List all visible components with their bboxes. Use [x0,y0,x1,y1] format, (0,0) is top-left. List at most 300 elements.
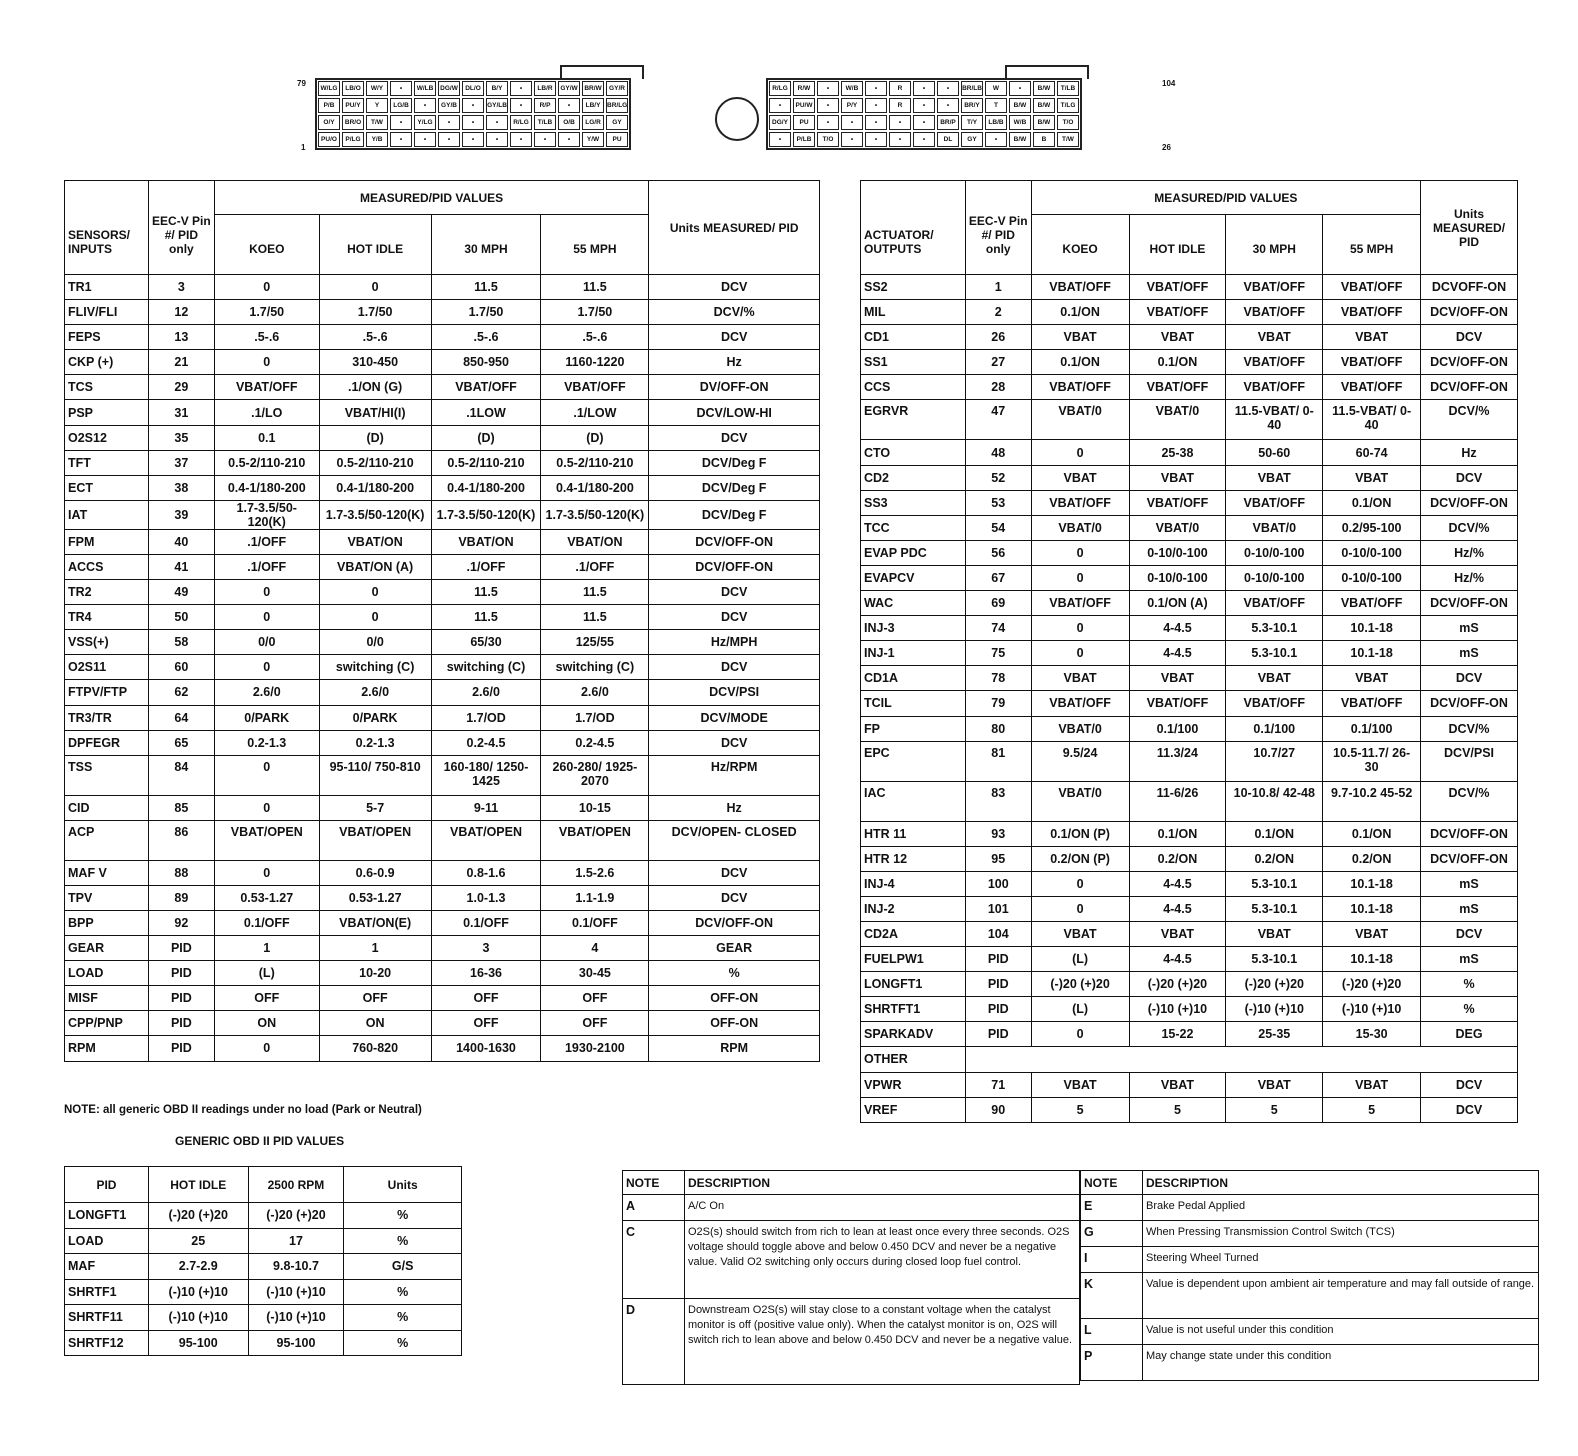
cell-name: CKP (+) [65,350,149,375]
table-row [65,1228,462,1254]
cell-30-mph: (-)10 (+)10 [1226,997,1323,1022]
cell-koeo: 0 [214,860,319,885]
cell-hot-idle: 25-38 [1129,440,1226,465]
cell-hot-idle: 0.1/ON (A) [1129,591,1226,616]
table-row [65,300,820,325]
cell-hot-idle: .5-.6 [319,325,431,350]
cell-30-mph: 1.0-1.3 [431,885,541,910]
cell-hot-idle: 0.6-0.9 [319,860,431,885]
table-row [861,565,1518,590]
table-row [65,1203,462,1229]
notes-header-description: DESCRIPTION [1143,1171,1539,1195]
pin-row [768,114,1080,131]
connector-pin: R/LG [510,115,532,130]
cell-30-mph: 5 [1226,1097,1323,1122]
generic-cell: 17 [248,1228,344,1254]
cell-units: DCV/OFF-ON [1421,846,1518,871]
cell-koeo: 0.5-2/110-210 [214,450,319,475]
cell-hot-idle: 310-450 [319,350,431,375]
cell-koeo: VBAT/OFF [1031,490,1129,515]
cell-name: ECT [65,475,149,500]
connector-center-circle [715,97,759,141]
cell-pin: 104 [965,921,1031,946]
cell-name: FPM [65,529,149,554]
cell-hot-idle: VBAT [1129,921,1226,946]
cell-hot-idle: VBAT/OFF [1129,300,1226,325]
cell-name: FEPS [65,325,149,350]
note-row [623,1195,1080,1221]
cell-30-mph: .1LOW [431,400,541,425]
cell-55-mph: (-)10 (+)10 [1323,997,1421,1022]
notes-table-left [622,1170,1080,1385]
table-row [861,666,1518,691]
connector-pin: LB/B [985,115,1007,130]
cell-pin: 80 [965,716,1031,741]
cell-hot-idle: VBAT/ON [319,529,431,554]
note-description: When Pressing Transmission Control Switch (TCS) [1143,1221,1539,1247]
connector-pin: P/LG [342,132,364,147]
cell-koeo: 0.1 [214,425,319,450]
table-row [65,655,820,680]
cell-30-mph: 25-35 [1226,1022,1323,1047]
cell-pin: 62 [148,680,214,705]
cell-units: DCV [1421,465,1518,490]
cell-units: DCV/OFF-ON [649,529,820,554]
cell-30-mph: VBAT/OFF [1226,350,1323,375]
pin-row [317,131,629,148]
cell-units: DCV/PSI [1421,741,1518,781]
cell-name: RPM [65,1036,149,1061]
cell-30-mph: 1.7-3.5/50-120(K) [431,500,541,529]
cell-name: SHRTFT1 [861,997,966,1022]
connector-pin: • [558,132,580,147]
cell-hot-idle: 11.3/24 [1129,741,1226,781]
cell-pin: 56 [965,540,1031,565]
cell-koeo: 0 [214,755,319,795]
cell-name: FUELPW1 [861,947,966,972]
cell-name: SS1 [861,350,966,375]
cell-units: DCV [649,730,820,755]
cell-units: DEG [1421,1022,1518,1047]
connector-pin: • [865,132,887,147]
connector-pin: • [1009,81,1031,96]
cell-30-mph: VBAT [1226,666,1323,691]
connector-pin: • [817,98,839,113]
cell-units: DCV [1421,325,1518,350]
connector-pin: PU/O [318,132,340,147]
cell-30-mph: 0-10/0-100 [1226,565,1323,590]
cell-koeo: 0 [214,1036,319,1061]
note-row [1081,1221,1539,1247]
cell-units: GEAR [649,936,820,961]
cell-units: mS [1421,871,1518,896]
cell-name: MAF V [65,860,149,885]
connector-pin: T/O [817,132,839,147]
table-row [65,605,820,630]
cell-koeo: 0.1/ON [1031,300,1129,325]
cell-55-mph: (D) [541,425,649,450]
cell-55-mph: OFF [541,1011,649,1036]
connector-pin: W/B [841,81,863,96]
connector-pin: • [462,98,484,113]
cell-name: ACP [65,820,149,860]
table-row [65,554,820,579]
connector-pin: • [510,98,532,113]
connector-pin: LB/O [342,81,364,96]
cell-name: EGRVR [861,400,966,440]
connector-pin: DG/Y [769,115,791,130]
connector-pin: W/Y [366,81,388,96]
cell-koeo: (L) [1031,947,1129,972]
table-row [65,350,820,375]
note-row [1081,1195,1539,1221]
pin-row [768,131,1080,148]
pin-row [317,80,629,97]
connector-pin: R [889,98,911,113]
other-label: OTHER [861,1047,966,1072]
cell-hot-idle: 2.6/0 [319,680,431,705]
cell-name: TCC [861,515,966,540]
cell-pin: 21 [148,350,214,375]
cell-30-mph: 5.3-10.1 [1226,871,1323,896]
cell-units: OFF-ON [649,1011,820,1036]
table-row [861,781,1518,821]
cell-pin: 29 [148,375,214,400]
cell-koeo: 0 [214,580,319,605]
note-row [623,1221,1080,1299]
cell-hot-idle: (-)10 (+)10 [1129,997,1226,1022]
cell-units: DCV/OFF-ON [1421,350,1518,375]
cell-name: DPFEGR [65,730,149,755]
cell-55-mph: 1.1-1.9 [541,885,649,910]
connector-pin: O/B [558,115,580,130]
cell-name: CTO [861,440,966,465]
cell-30-mph: 10-10.8/ 42-48 [1226,781,1323,821]
pin-row [768,97,1080,114]
cell-55-mph: VBAT/OFF [541,375,649,400]
cell-koeo: .1/LO [214,400,319,425]
table-row [861,540,1518,565]
cell-55-mph: 4 [541,936,649,961]
cell-pin: 78 [965,666,1031,691]
cell-hot-idle: 5 [1129,1097,1226,1122]
connector-pin: • [889,132,911,147]
cell-30-mph: 11.5 [431,580,541,605]
cell-koeo: 2.6/0 [214,680,319,705]
cell-pin: 53 [965,490,1031,515]
cell-name: TCS [65,375,149,400]
cell-30-mph: 5.3-10.1 [1226,947,1323,972]
cell-55-mph: switching (C) [541,655,649,680]
generic-header: PID [65,1167,149,1203]
note-row [1081,1345,1539,1381]
cell-pin: 27 [965,350,1031,375]
cell-koeo: .5-.6 [214,325,319,350]
table-row [861,716,1518,741]
cell-units: DCV/OFF-ON [1421,490,1518,515]
cell-hot-idle: VBAT [1129,325,1226,350]
cell-pin: 60 [148,655,214,680]
cell-hot-idle: 1 [319,936,431,961]
cell-units: DCV/OFF-ON [1421,375,1518,400]
cell-55-mph: VBAT [1323,921,1421,946]
table-row [65,375,820,400]
notes-header-note: NOTE [1081,1171,1143,1195]
table-row [65,1279,462,1305]
cell-30-mph: 0-10/0-100 [1226,540,1323,565]
connector-pin: BR/P [937,115,959,130]
connector-pin: R [889,81,911,96]
connector-pin: • [390,115,412,130]
cell-hot-idle: 1.7/50 [319,300,431,325]
table-row [861,1022,1518,1047]
connector-pin: B/W [1009,98,1031,113]
note-row [623,1299,1080,1385]
cell-units: DCV/% [1421,781,1518,821]
note-code: A [623,1195,685,1221]
connector-pin: • [486,115,508,130]
cell-koeo: 9.5/24 [1031,741,1129,781]
cell-pin: 64 [148,705,214,730]
cell-hot-idle: VBAT [1129,666,1226,691]
cell-55-mph: VBAT/OFF [1323,375,1421,400]
cell-pin: 39 [148,500,214,529]
cell-55-mph: 10.1-18 [1323,896,1421,921]
cell-koeo: .1/OFF [214,554,319,579]
connector-pin: GY/W [558,81,580,96]
cell-koeo: VBAT/OFF [1031,691,1129,716]
cell-units: DCV [649,655,820,680]
note-code: I [1081,1247,1143,1273]
connector-pin: BR/Y [961,98,983,113]
cell-pin: 67 [965,565,1031,590]
cell-30-mph: VBAT/OPEN [431,820,541,860]
cell-30-mph: VBAT/OFF [1226,375,1323,400]
connector-pin: • [865,115,887,130]
cell-30-mph: VBAT/OFF [1226,275,1323,300]
actuator-outputs-table [860,180,1518,1123]
generic-cell: 25 [148,1228,248,1254]
connector-pin: BR/O [342,115,364,130]
cell-koeo: 0/0 [214,630,319,655]
cell-koeo: VBAT [1031,465,1129,490]
cell-units: Hz [1421,440,1518,465]
cell-units: DCV [649,425,820,450]
cell-name: VREF [861,1097,966,1122]
connector-pin: GY/B [438,98,460,113]
cell-koeo: 0.2-1.3 [214,730,319,755]
cell-pin: PID [965,997,1031,1022]
other-section-row [861,1047,1518,1072]
cell-units: DCV/Deg F [649,475,820,500]
cell-name: TPV [65,885,149,910]
cell-hot-idle: VBAT/0 [1129,515,1226,540]
table-row [861,515,1518,540]
cell-name: CD1A [861,666,966,691]
cell-name: TSS [65,755,149,795]
generic-cell: (-)10 (+)10 [148,1279,248,1305]
pin-row [768,80,1080,97]
connector-pin: B/W [1033,115,1055,130]
table-row [65,1330,462,1356]
cell-koeo: 0 [214,275,319,300]
note-code: G [1081,1221,1143,1247]
cell-name: CD2A [861,921,966,946]
cell-55-mph: VBAT/OFF [1323,300,1421,325]
cell-koeo: ON [214,1011,319,1036]
connector-pin: PU [793,115,815,130]
obd-note: NOTE: all generic OBD II readings under no load (Park or Neutral) [64,1104,422,1116]
cell-koeo: 1.7/50 [214,300,319,325]
connector-pin: T/LB [1057,81,1079,96]
pin-row [317,114,629,131]
generic-cell: % [344,1279,462,1305]
generic-cell: LOAD [65,1228,149,1254]
cell-koeo: VBAT [1031,325,1129,350]
note-description: Steering Wheel Turned [1143,1247,1539,1273]
cell-hot-idle: 4-4.5 [1129,616,1226,641]
connector-pin: T/W [1057,132,1079,147]
cell-koeo: 0.2/ON (P) [1031,846,1129,871]
cell-name: IAT [65,500,149,529]
cell-hot-idle: 4-4.5 [1129,871,1226,896]
table-row [65,730,820,755]
cell-pin: 52 [965,465,1031,490]
connector-pin: GY/R [606,81,628,96]
cell-name: TR1 [65,275,149,300]
cell-name: CPP/PNP [65,1011,149,1036]
generic-obd-title: GENERIC OBD II PID VALUES [175,1134,345,1148]
table-row [861,400,1518,440]
cell-name: FLIV/FLI [65,300,149,325]
cell-pin: 83 [965,781,1031,821]
cell-units: mS [1421,947,1518,972]
header-pin-pid: EEC-V Pin #/ PID only [965,181,1031,275]
cell-units: DCV [649,580,820,605]
header-30-mph: 30 MPH [1226,215,1323,275]
generic-cell: % [344,1228,462,1254]
note-code: D [623,1299,685,1385]
notes-header-description: DESCRIPTION [685,1171,1080,1195]
cell-pin: PID [965,947,1031,972]
generic-cell: 9.8-10.7 [248,1254,344,1280]
cell-hot-idle: VBAT/ON(E) [319,910,431,935]
note-description: Brake Pedal Applied [1143,1195,1539,1221]
cell-koeo: 1 [214,936,319,961]
table-row [861,591,1518,616]
header-measured-values: MEASURED/PID VALUES [1031,181,1420,215]
connector-pin: LG/B [390,98,412,113]
connector-pin: B/Y [486,81,508,96]
cell-units: DCV/OFF-ON [1421,591,1518,616]
cell-hot-idle: OFF [319,986,431,1011]
cell-55-mph: 11.5 [541,275,649,300]
table-row [861,440,1518,465]
cell-55-mph: (-)20 (+)20 [1323,972,1421,997]
table-row [861,616,1518,641]
cell-30-mph: 160-180/ 1250-1425 [431,755,541,795]
cell-koeo: VBAT/0 [1031,515,1129,540]
cell-pin: 92 [148,910,214,935]
cell-55-mph: 10.1-18 [1323,616,1421,641]
cell-name: INJ-3 [861,616,966,641]
connector-pin: GY [606,115,628,130]
cell-pin: 69 [965,591,1031,616]
connector-pin: PU/Y [342,98,364,113]
cell-30-mph: 11.5 [431,275,541,300]
connector-pin: GY/LB [486,98,508,113]
cell-name: O2S12 [65,425,149,450]
connector-left-block [315,78,631,150]
cell-55-mph: 0.4-1/180-200 [541,475,649,500]
pin-label-79: 79 [297,79,306,88]
cell-30-mph: 0.1/ON [1226,821,1323,846]
cell-hot-idle: .1/ON (G) [319,375,431,400]
cell-pin: 71 [965,1072,1031,1097]
cell-units: Hz/MPH [649,630,820,655]
cell-units: DCV/% [1421,515,1518,540]
cell-units: DV/OFF-ON [649,375,820,400]
cell-units: % [1421,997,1518,1022]
connector-pin: DL [937,132,959,147]
cell-pin: PID [148,1011,214,1036]
note-code: P [1081,1345,1143,1381]
generic-cell: LONGFT1 [65,1203,149,1229]
connector-pin: B/W [1033,98,1055,113]
cell-hot-idle: VBAT/OFF [1129,275,1226,300]
cell-name: EVAPCV [861,565,966,590]
cell-55-mph: 0.1/100 [1323,716,1421,741]
cell-units: DCV/% [1421,400,1518,440]
note-row [1081,1247,1539,1273]
table-row [65,705,820,730]
cell-hot-idle: 10-20 [319,961,431,986]
note-description: Downstream O2S(s) will stay close to a constant voltage when the catalyst monitor is off (positive value only). When the catalyst monitor is on, O2S will switch rich to lean above and below 0.450 DCV and never be a negative value. [685,1299,1080,1385]
cell-pin: 28 [965,375,1031,400]
table-row [65,580,820,605]
cell-55-mph: 0.5-2/110-210 [541,450,649,475]
connector-pin: DL/O [462,81,484,96]
cell-koeo: 5 [1031,1097,1129,1122]
cell-koeo: 0 [1031,896,1129,921]
note-code: C [623,1221,685,1299]
cell-units: DCV [649,860,820,885]
cell-pin: 48 [965,440,1031,465]
cell-hot-idle: VBAT [1129,1072,1226,1097]
cell-name: IAC [861,781,966,821]
header-units: Units MEASURED/ PID [649,181,820,275]
cell-hot-idle: VBAT/ON (A) [319,554,431,579]
cell-30-mph: 11.5-VBAT/ 0-40 [1226,400,1323,440]
cell-koeo: .1/OFF [214,529,319,554]
connector-pin: • [390,132,412,147]
connector-pin: • [817,81,839,96]
generic-cell: 2.7-2.9 [148,1254,248,1280]
header-55-mph: 55 MPH [541,215,649,275]
connector-pin: R/P [534,98,556,113]
table-row [65,630,820,655]
cell-30-mph: 2.6/0 [431,680,541,705]
pin-row [317,97,629,114]
cell-30-mph: 9-11 [431,795,541,820]
cell-name: TR2 [65,580,149,605]
cell-hot-idle: 0/PARK [319,705,431,730]
cell-units: mS [1421,641,1518,666]
cell-pin: 75 [965,641,1031,666]
generic-obd-table [64,1166,462,1356]
cell-hot-idle: 4-4.5 [1129,896,1226,921]
cell-55-mph: 30-45 [541,961,649,986]
